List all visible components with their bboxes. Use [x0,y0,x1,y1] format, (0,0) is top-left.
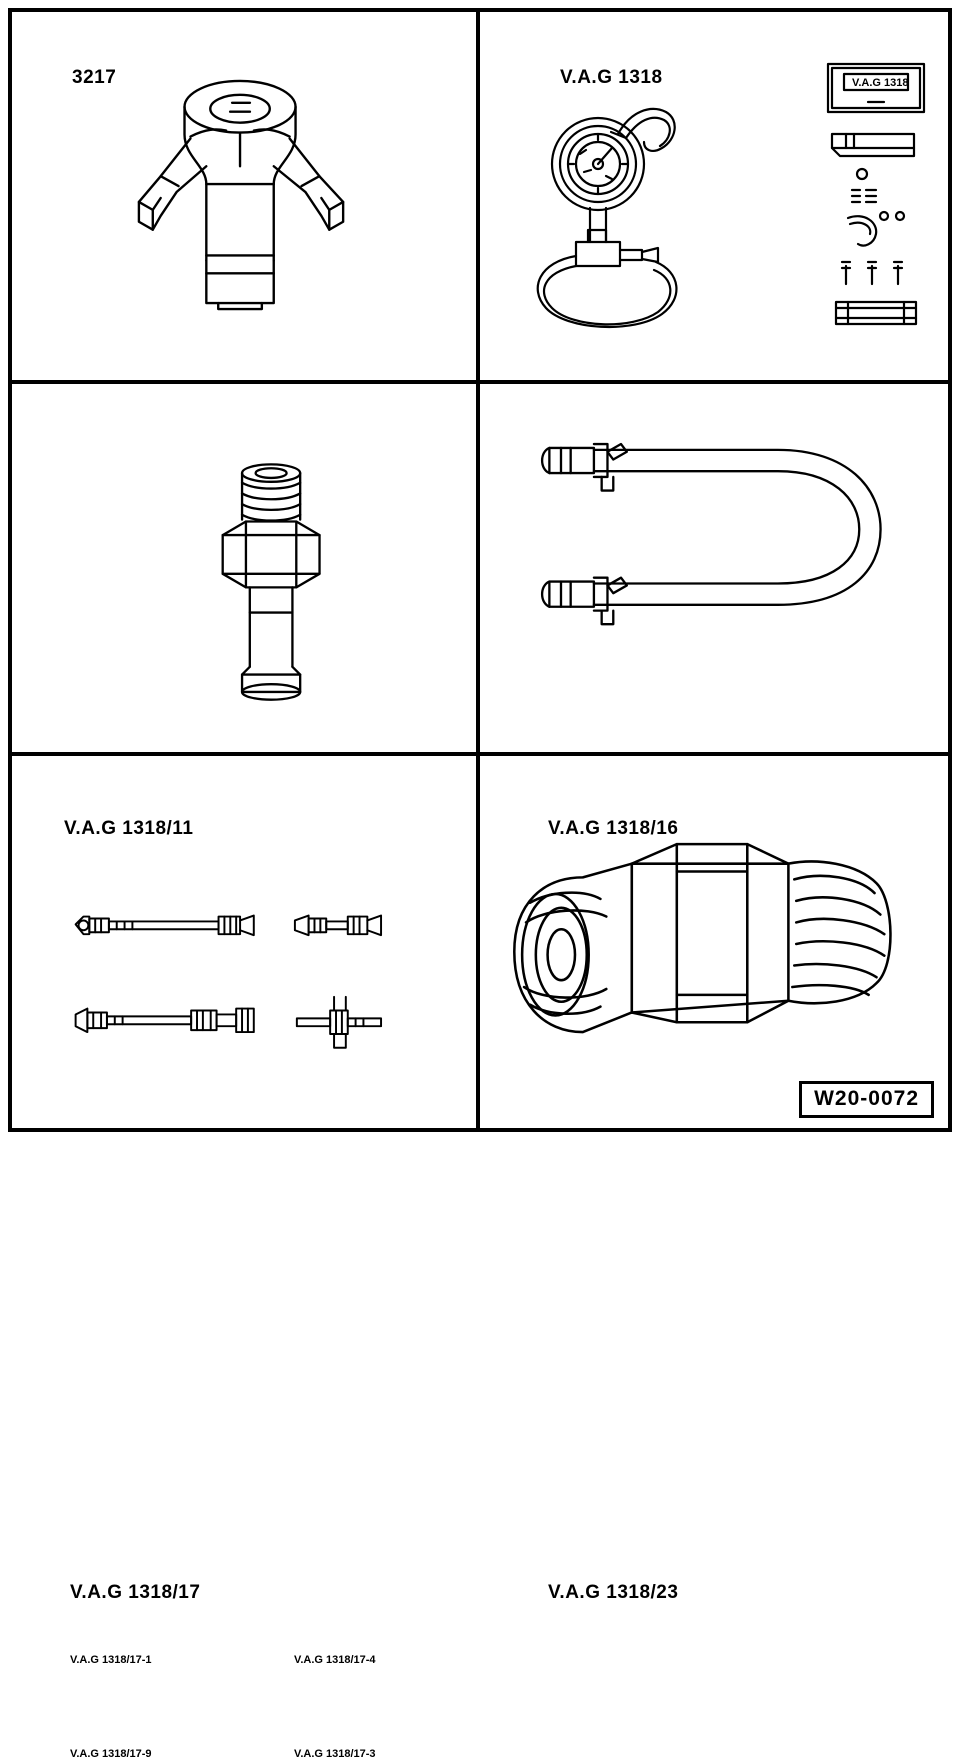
illustration-pressure-gauge-tester-kit-with-case [480,12,948,380]
cell-label-vag-1318-16: V.A.G 1318/16 [548,818,679,839]
cell-label-vag-1318-11: V.A.G 1318/11 [64,818,194,839]
illustration-adapter-set-four-parts [12,756,476,1128]
diagram-cell-vag-1318-23 [480,756,948,1603]
cell-label-vag-1318-23: V.A.G 1318/23 [548,1582,679,1603]
sublabel-vag-1318-17-4: V.A.G 1318/17-4 [294,1654,376,1666]
illustration-threaded-adapter-with-hose-nipple [12,384,476,752]
diagram-cell-vag-1318 [480,12,948,384]
diagram-cell-3217 [12,12,480,384]
illustration-hex-union-threaded-adapter [480,756,948,1128]
diagram-grid [8,8,952,1760]
diagram-cell-vag-1318-17 [12,756,480,1760]
cell-label-vag-1318-17: V.A.G 1318/17 [70,1582,201,1603]
sublabel-vag-1318-17-9: V.A.G 1318/17-9 [70,1748,152,1760]
illustration-u-shaped-test-hose-with-two-fittings [480,384,948,752]
cell-label-vag-1318: V.A.G 1318 [560,67,663,88]
svg-text:V.A.G 1318: V.A.G 1318 [852,77,909,89]
cell-label-3217: 3217 [72,67,117,88]
diagram-cell-vag-1318-11 [12,384,480,839]
drawing-code-box: W20-0072 [799,1081,934,1118]
sublabel-vag-1318-17-3: V.A.G 1318/17-3 [294,1748,376,1760]
sublabel-vag-1318-17-1: V.A.G 1318/17-1 [70,1654,152,1666]
diagram-cell-vag-1318-16 [480,384,948,839]
